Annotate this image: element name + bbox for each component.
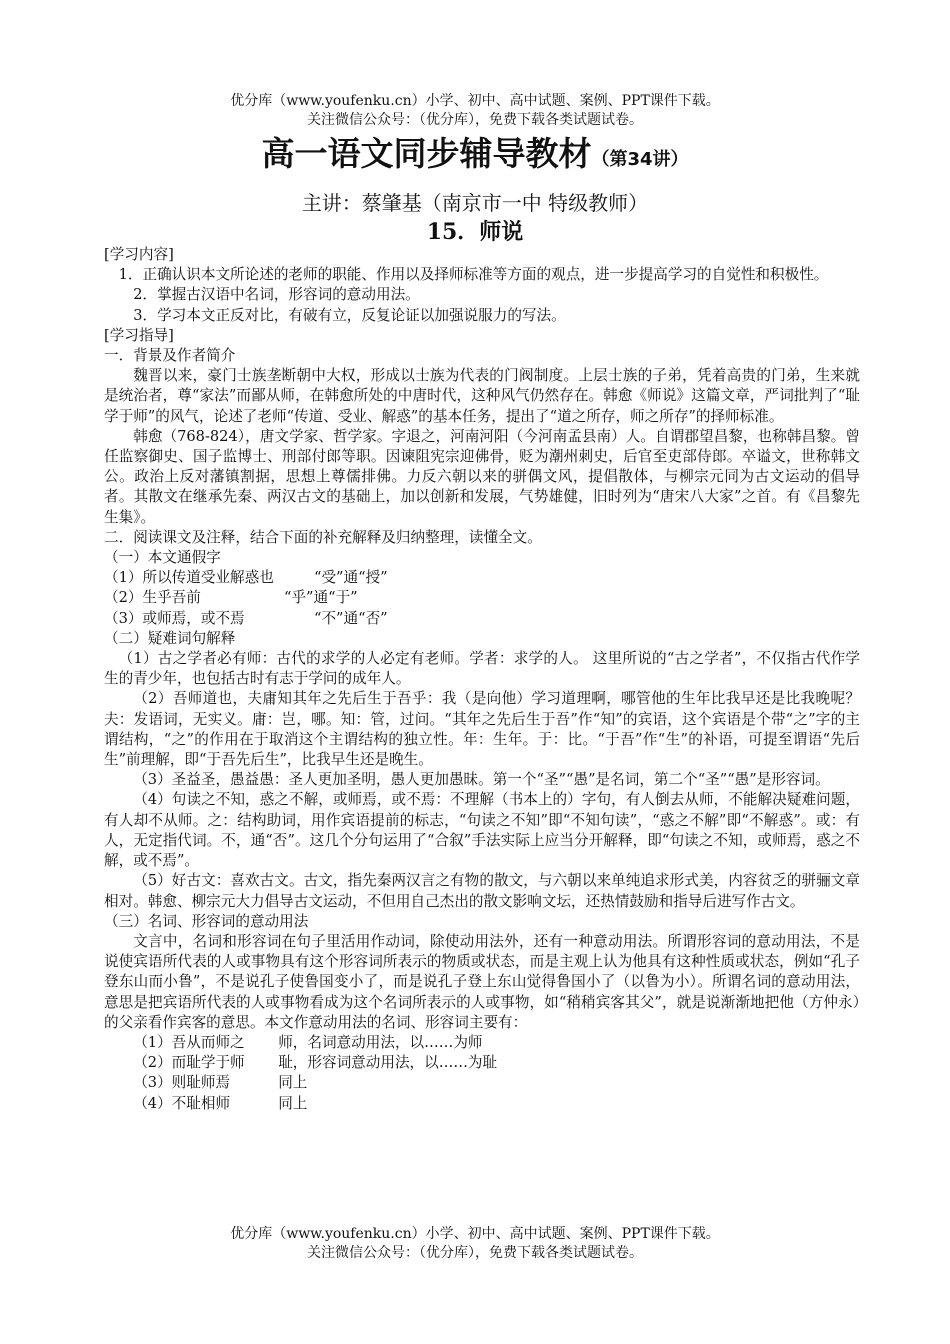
paragraph: （2）吾师道也，夫庸知其年之先后生于吾乎：我（是向他）学习道理啊，哪管他的生年比我早还是比我晚呢？夫：发语词，无实义。庸：岂，哪。知：管，过问。“其年之先后生于吾”作“知”的宾语，这个宾语是个带“之”字的主谓结构，“之”的作用在于取消这个主谓结构的独立性。年：生年。于：比。“于吾”作“生”的补语，可提至谓语“先后生”前理解，即“于吾先后生”，比我早生还是晚生。 (104, 690, 860, 769)
item-note: 师，名词意动用法，以……为师 (278, 1033, 483, 1051)
document-title (0, 132, 950, 182)
paragraph: （1）古之学者必有师：古代的求学的人必定有老师。学者：求学的人。 这里所说的“古之学者”，不仅指古代作学生的青少年，也包括古时有志于学问的成年人。 (104, 650, 860, 688)
learning-goal: 2．掌握古汉语中名词，形容词的意动用法。 (133, 286, 420, 304)
item-text: （3）则耻师焉 (133, 1074, 231, 1092)
paragraph: 文言中，名词和形容词在句子里活用作动词，除使动用法外，还有一种意动用法。所谓形容词的意动用法，不是说使宾语所代表的人或事物具有这个形容词所表示的物质或状态，而是主观上认为他具有这种性质或状态，例如“孔子登东山而小鲁”，不是说孔子使鲁国变小了，而是说孔子登上东山觉得鲁国小了（以鲁为小）。所谓名词的意动用法，意思是把宾语所代表的人或事物看成为这个名词所表示的人或事物，如“稍稍宾客其父”，就是说渐渐地把他（方仲永）的父亲看作宾客的意思。本文作意动用法的名词、形容词主要有： (104, 932, 860, 1031)
list-item (104, 1094, 860, 1114)
list-item (104, 1033, 860, 1053)
list-item (104, 568, 860, 588)
subsection-heading: （三）名词、形容词的意动用法 (104, 912, 309, 930)
item-note: 耻，形容词意动用法，以……为耻 (278, 1054, 498, 1072)
title-main: 高一语文同步辅导教材 (261, 134, 592, 173)
lecturer-line: 主讲：蔡肇基（南京市一中 特级教师） (301, 191, 649, 215)
list-item (104, 588, 860, 608)
learning-goal: 3．学习本文正反对比，有破有立，反复论证以加强说服力的写法。 (133, 306, 566, 324)
footer-line-1: 优分库（www.youfenku.cn）小学、初中、高中试题、案例、PPT课件下载。 (230, 1226, 720, 1242)
page-footer (0, 1225, 950, 1263)
paragraph: 韩愈（768-824），唐文学家、哲学家。字退之，河南河阳（今河南孟县南）人。自谓郡望昌黎，也称韩昌黎。曾任监察御史、国子监博士、刑部付郎等职。因谏阻宪宗迎佛骨，贬为潮州刺史，后官至吏部侍郎。卒谥文，世称韩文公。政治上反对藩镇割据，思想上尊儒排佛。力反六朝以来的骈偶文风，提倡散体，与柳宗元同为古文运动的倡导者。其散文在继承先秦、两汉古文的基础上，加以创新和发展，气势雄健，旧时列为“唐宋八大家”之首。有《昌黎先生集》。 (104, 427, 860, 526)
item-text: （4）不耻相师 (133, 1094, 231, 1112)
paragraph: （4）句读之不知，惑之不解，或师焉，或不焉：不理解（书本上的）字句，有人倒去从师，不能解决疑难问题，有人却不从师。之：结构助词，用作宾语提前的标志，“句读之不知”即“不知句读”，“惑之不解”即“不解惑”。或：有人，无定指代词。不，通“否”。这几个分句运用了“合叙”手法实际上应当分开解释，即“句读之不知，或师焉，惑之不解，或不焉”。 (104, 791, 860, 870)
item-text: （1）吾从而师之 (133, 1033, 245, 1051)
document-body (104, 245, 860, 1114)
section-heading: [学习内容] (104, 246, 174, 263)
lesson-title: 15．师说 (426, 219, 524, 245)
item-text: （3）或师焉，或不焉 (104, 609, 245, 627)
paragraph: 魏晋以来，豪门士族垄断朝中大权，形成以士族为代表的门阀制度。上层士族的子弟，凭着高贵的门弟，生来就是统治者，尊“家法”而鄙从师，在韩愈所处的中唐时代，这种风气仍然存在。韩愈《师说》这篇文章，严词批判了“耻学于师”的风气，论述了老师“传道、受业、解惑”的基本任务，提出了“道之所存，师之所存”的择师标准。 (104, 367, 860, 425)
list-item (104, 1073, 860, 1093)
subsection-heading: （一）本文通假字 (104, 549, 221, 567)
title-lecture-number: （第34讲） (591, 149, 689, 170)
item-note: “不”通“否” (314, 609, 388, 627)
header-line-2: 关注微信公众号：（优分库），免费下载各类试题试卷。 (307, 112, 643, 128)
footer-line-2: 关注微信公众号：（优分库），免费下载各类试题试卷。 (307, 1245, 643, 1261)
item-note: “受”通“授” (314, 569, 388, 587)
paragraph: （3）圣益圣，愚益愚：圣人更加圣明，愚人更加愚昧。第一个“圣”“愚”是名词，第二个“圣”“愚”是形容词。 (133, 771, 830, 789)
list-item (104, 1053, 860, 1073)
item-note: “乎”通“于” (284, 589, 358, 607)
learning-goal: 1．正确认识本文所论述的老师的职能、作用以及择师标准等方面的观点，进一步提高学习的自觉性和积极性。 (118, 266, 829, 284)
item-text: （2）生乎吾前 (104, 589, 201, 607)
item-text: （2）而耻学于师 (133, 1054, 245, 1072)
item-note: 同上 (278, 1094, 308, 1112)
section-heading: [学习指导] (104, 326, 174, 344)
subsection-heading: 二．阅读课文及注释，结合下面的补充解释及归纳整理，读懂全文。 (104, 528, 542, 546)
item-note: 同上 (278, 1074, 308, 1092)
item-text: （1）所以传道受业解惑也 (104, 569, 274, 587)
header-line-1: 优分库（www.youfenku.cn）小学、初中、高中试题、案例、PPT课件下载。 (230, 93, 720, 109)
page-header (0, 92, 950, 130)
subsection-heading: （二）疑难词句解释 (104, 629, 236, 647)
list-item (104, 609, 860, 629)
paragraph: （5）好古文：喜欢古文。古文，指先秦两汉言之有物的散文，与六朝以来单纯追求形式美，内容贫乏的骈骊文章相对。韩愈、柳宗元大力倡导古文运动，不但用自己杰出的散文影响文坛，还热情鼓励和指导后进写作古文。 (104, 872, 860, 910)
subsection-heading: 一．背景及作者简介 (104, 347, 236, 365)
